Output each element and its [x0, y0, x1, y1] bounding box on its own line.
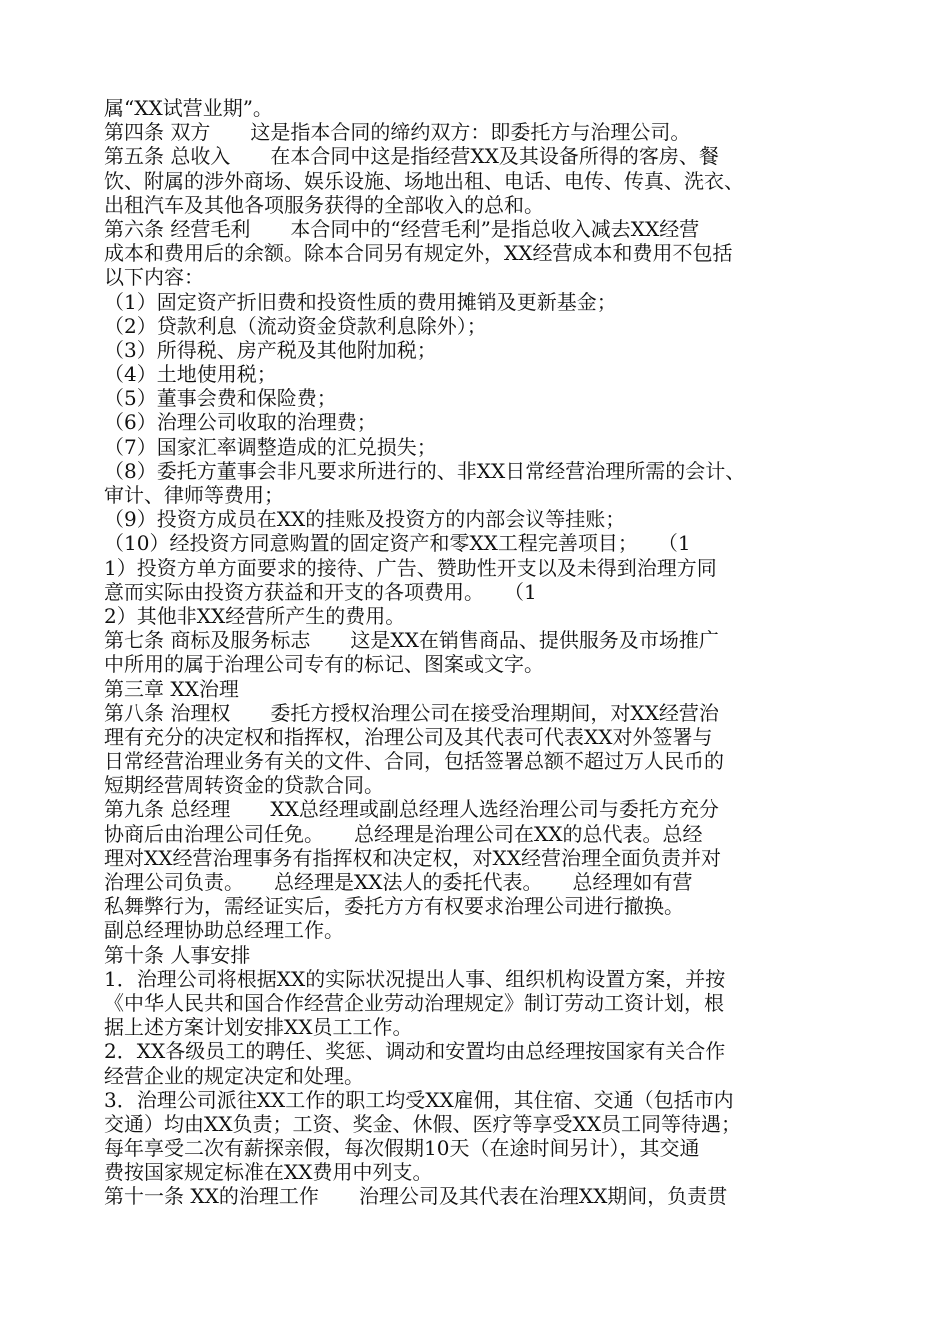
document-page	[104, 96, 874, 1209]
text-line: 第九条 总经理 XX总经理或副总经理人选经治理公司与委托方充分	[104, 797, 719, 822]
text-line: 治理公司负责。 总经理是XX法人的委托代表。 总经理如有营	[104, 870, 693, 894]
text-line: 理对XX经营治理事务有指挥权和决定权，对XX经营治理全面负责并对	[104, 845, 721, 870]
text-line: 经营企业的规定决定和处理。	[104, 1063, 364, 1088]
text-line: （3）所得税、房产税及其他附加税；	[104, 337, 437, 362]
text-line: 日常经营治理业务有关的文件、合同，包括签署总额不超过万人民币的	[104, 749, 724, 774]
text-line: 1）投资方单方面要求的接待、广告、赞助性开支以及未得到治理方同	[104, 555, 717, 580]
text-line: 第十一条 XX的治理工作 治理公司及其代表在治理XX期间，负责贯	[104, 1184, 728, 1209]
text-line: 意而实际由投资方获益和开支的各项费用。 （1	[104, 579, 537, 604]
text-line: 中所用的属于治理公司专有的标记、图案或文字。	[104, 652, 544, 677]
text-line: 第四条 双方 这是指本合同的缔约双方：即委托方与治理公司。	[104, 120, 691, 145]
text-line: 私舞弊行为，需经证实后，委托方方有权要求治理公司进行撤换。	[104, 894, 684, 919]
text-line: 短期经营周转资金的贷款合同。	[104, 773, 384, 798]
text-line: 1．治理公司将根据XX的实际状况提出人事、组织机构设置方案，并按	[104, 966, 726, 991]
text-line: 第六条 经营毛利 本合同中的“经营毛利”是指总收入减去XX经营	[104, 216, 700, 241]
text-line: 第八条 治理权 委托方授权治理公司在接受治理期间，对XX经营治	[104, 700, 719, 725]
text-line: （10）经投资方同意购置的固定资产和零XX工程完善项目； （1	[104, 531, 691, 556]
text-line: （2）贷款利息（流动资金贷款利息除外）；	[104, 313, 487, 338]
text-line: 每年享受二次有薪探亲假，每次假期10天（在途时间另计），其交通	[104, 1136, 700, 1161]
text-line: 饮、附属的涉外商场、娱乐设施、场地出租、电话、电传、传真、洗衣、	[104, 168, 744, 193]
text-line: 2．XX各级员工的聘任、奖惩、调动和安置均由总经理按国家有关合作	[104, 1039, 726, 1064]
text-line: 协商后由治理公司任免。 总经理是治理公司在XX的总代表。总经	[104, 821, 703, 846]
text-line: 2）其他非XX经营所产生的费用。	[104, 603, 406, 628]
text-line: 费按国家规定标准在XX费用中列支。	[104, 1160, 433, 1185]
text-line: （6）治理公司收取的治理费；	[104, 410, 377, 435]
text-line: （1）固定资产折旧费和投资性质的费用摊销及更新基金；	[104, 289, 617, 314]
text-line: 理有充分的决定权和指挥权，治理公司及其代表可代表XX对外签署与	[104, 724, 713, 749]
text-line: （5）董事会费和保险费；	[104, 386, 337, 411]
text-line: 《中华人民共和国合作经营企业劳动治理规定》制订劳动工资计划，根	[104, 990, 724, 1015]
text-line: 3．治理公司派往XX工作的职工均受XX雇佣，其住宿、交通（包括市内	[104, 1087, 734, 1112]
text-line: 出租汽车及其他各项服务获得的全部收入的总和。	[104, 192, 544, 217]
text-line: 据上述方案计划安排XX员工工作。	[104, 1015, 413, 1040]
text-line: 副总经理协助总经理工作。	[104, 918, 344, 943]
text-line: （9）投资方成员在XX的挂账及投资方的内部会议等挂账；	[104, 507, 626, 532]
text-line: 交通）均由XX负责；工资、奖金、休假、医疗等享受XX员工同等待遇；	[104, 1111, 741, 1136]
text-line: 第七条 商标及服务标志 这是XX在销售商品、提供服务及市场推广	[104, 628, 719, 653]
text-line: 审计、律师等费用；	[104, 483, 284, 507]
text-line: 第五条 总收入 在本合同中这是指经营XX及其设备所得的客房、餐	[104, 144, 719, 169]
text-line: （7）国家汇率调整造成的汇兑损失；	[104, 434, 437, 459]
text-line: 第十条 人事安排	[104, 942, 251, 967]
text-line: 属“XX试营业期”。	[104, 96, 273, 120]
text-line: 以下内容：	[104, 265, 204, 290]
text-line: （8）委托方董事会非凡要求所进行的、非XX日常经营治理所需的会计、	[104, 458, 746, 483]
text-line: （4）土地使用税；	[104, 362, 277, 387]
text-line: 第三章 XX治理	[104, 676, 239, 701]
text-line: 成本和费用后的余额。除本合同另有规定外，XX经营成本和费用不包括	[104, 241, 733, 266]
